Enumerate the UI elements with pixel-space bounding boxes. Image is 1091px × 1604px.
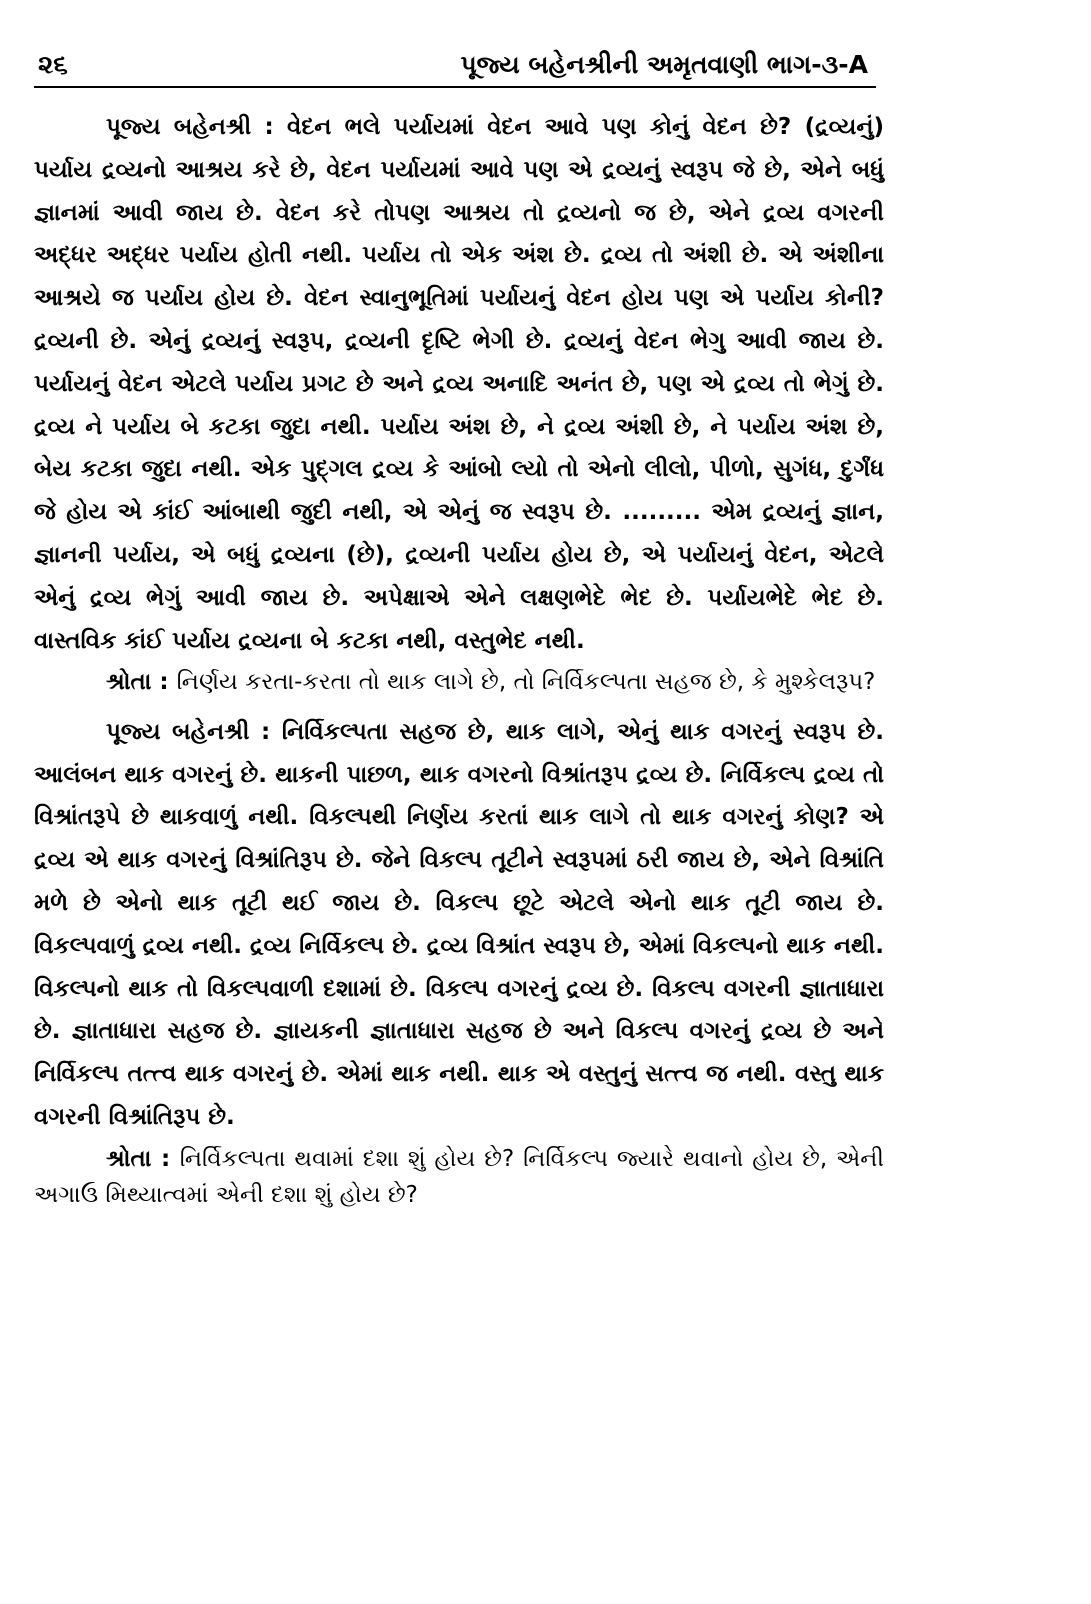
speaker-label: પૂજ્ય બહેનશ્રી <box>106 114 252 140</box>
paragraph-text: નિર્વિકલ્પતા થવામાં દશા શું હોય છે? નિર્વિકલ્પ જ્યારે થવાનો હોય છે, એની અગાઉ મિથ્યાત્વમાં એની દશા શું હોય છે? <box>34 1145 884 1209</box>
speaker-separator: : <box>151 669 177 696</box>
paragraph-text: નિર્ણય કરતા-કરતા તો થાક લાગે છે, તો નિર્વિકલ્પતા સહજ છે, કે મુશ્કેલરૂપ? <box>176 669 876 696</box>
speaker-label: શ્રોતા <box>106 669 152 696</box>
paragraph-text: વેદન ભલે પર્યાયમાં વેદન આવે પણ કોનું વેદન છે? (દ્રવ્યનું) પર્યાય દ્રવ્યનો આશ્રય કરે છે, વેદન પર્યાયમાં આવે પણ એ દ્રવ્યનું સ્વરૂપ જે છે, એને બધું જ્ઞાનમાં આવી જાય છે. વેદન કરે તોપણ આશ્રય તો દ્રવ્યનો જ છે, એને દ્રવ્ય વગરની અદ્ધર અદ્ધર પર્યાય હોતી નથી. પર્યાય તો એક અંશ છે. દ્રવ્ય તો અંશી છે. એ અંશીના આશ્રયે જ પર્યાય હોય છે. વેદન સ્વાનુભૂતિમાં પર્યાયનું વેદન હોય પણ એ પર્યાય કોની? દ્રવ્યની છે. એનું દ્રવ્યનું સ્વરૂપ, દ્રવ્યની દૃષ્ટિ ભેગી છે. દ્રવ્યનું વેદન ભેગુ આવી જાય છે. પર્યાયનું વેદન એટલે પર્યાય પ્રગટ છે અને દ્રવ્ય અનાદિ અનંત છે, પણ એ દ્રવ્ય તો ભેગું છે. દ્રવ્ય ને પર્યાય બે કટકા જુદા નથી. પર્યાય અંશ છે, ને દ્રવ્ય અંશી છે, ને પર્યાય અંશ છે, બેય કટકા જુદા નથી. એક પુદ્ગલ દ્રવ્ય કે આંબો લ્યો તો એનો લીલો, પીળો, સુગંધ, દુર્ગંધ જે હોય એ કાંઈ આંબાથી જુદી નથી, એ એનું જ સ્વરૂપ છે. ......... એમ દ્રવ્યનું જ્ઞાન, જ્ઞાનની પર્યાય, એ બધું દ્રવ્યના (છે), દ્રવ્યની પર્યાય હોય છે, એ પર્યાયનું વેદન, એટલે એનું દ્રવ્ય ભેગું આવી જાય છે. અપેક્ષાએ એને લક્ષણભેદે ભેદ છે. પર્યાયભેદે ભેદ છે. વાસ્તવિક કાંઈ પર્યાય દ્રવ્યના બે કટકા નથી, વસ્તુભેદ નથી. <box>34 114 884 654</box>
answer-paragraph <box>34 106 884 662</box>
page-header <box>34 46 876 88</box>
speaker-separator: : <box>251 114 288 140</box>
paragraph-text: નિર્વિકલ્પતા સહજ છે, થાક લાગે, એનું થાક વગરનું સ્વરૂપ છે. આલંબન થાક વગરનું છે. થાકની પાછળ, થાક વગરનો વિશ્રાંતરૂપ દ્રવ્ય છે. નિર્વિકલ્પ દ્રવ્ય તો વિશ્રાંતરૂપે છે થાકવાળું નથી. વિકલ્પથી નિર્ણય કરતાં થાક લાગે તો થાક વગરનું કોણ? એ દ્રવ્ય એ થાક વગરનું વિશ્રાંતિરૂપ છે. જેને વિકલ્પ તૂટીને સ્વરૂપમાં ઠરી જાય છે, એને વિશ્રાંતિ મળે છે એનો થાક તૂટી થઈ જાય છે. વિકલ્પ છૂટે એટલે એનો થાક તૂટી જાય છે. વિકલ્પવાળું દ્રવ્ય નથી. દ્રવ્ય નિર્વિકલ્પ છે. દ્રવ્ય વિશ્રાંત સ્વરૂપ છે, એમાં વિકલ્પનો થાક નથી. વિકલ્પનો થાક તો વિકલ્પવાળી દશામાં છે. વિકલ્પ વગરનું દ્રવ્ય છે. વિકલ્પ વગરની જ્ઞાતાધારા છે. જ્ઞાતાધારા સહજ છે. જ્ઞાયકની જ્ઞાતાધારા સહજ છે અને વિકલ્પ વગરનું દ્રવ્ય છે અને નિર્વિકલ્પ તત્ત્વ થાક વગરનું છે. એમાં થાક નથી. થાક એ વસ્તુનું સત્ત્વ જ નથી. વસ્તુ થાક વગરની વિશ્રાંતિરૂપ છે. <box>34 718 884 1131</box>
running-title: પૂજ્ય બહેનશ્રીની અમૃતવાણી ભાગ-૩-A <box>460 50 868 79</box>
page-body <box>34 106 884 1224</box>
speaker-separator: : <box>151 1145 180 1172</box>
speaker-label: પૂજ્ય બહેનશ્રી <box>106 718 250 745</box>
question-paragraph <box>34 664 884 701</box>
speaker-label: શ્રોતા <box>106 1145 152 1172</box>
speaker-separator: : <box>249 718 282 745</box>
page-number: ૨૬ <box>38 50 68 80</box>
answer-paragraph <box>34 711 884 1139</box>
question-paragraph <box>34 1141 884 1214</box>
